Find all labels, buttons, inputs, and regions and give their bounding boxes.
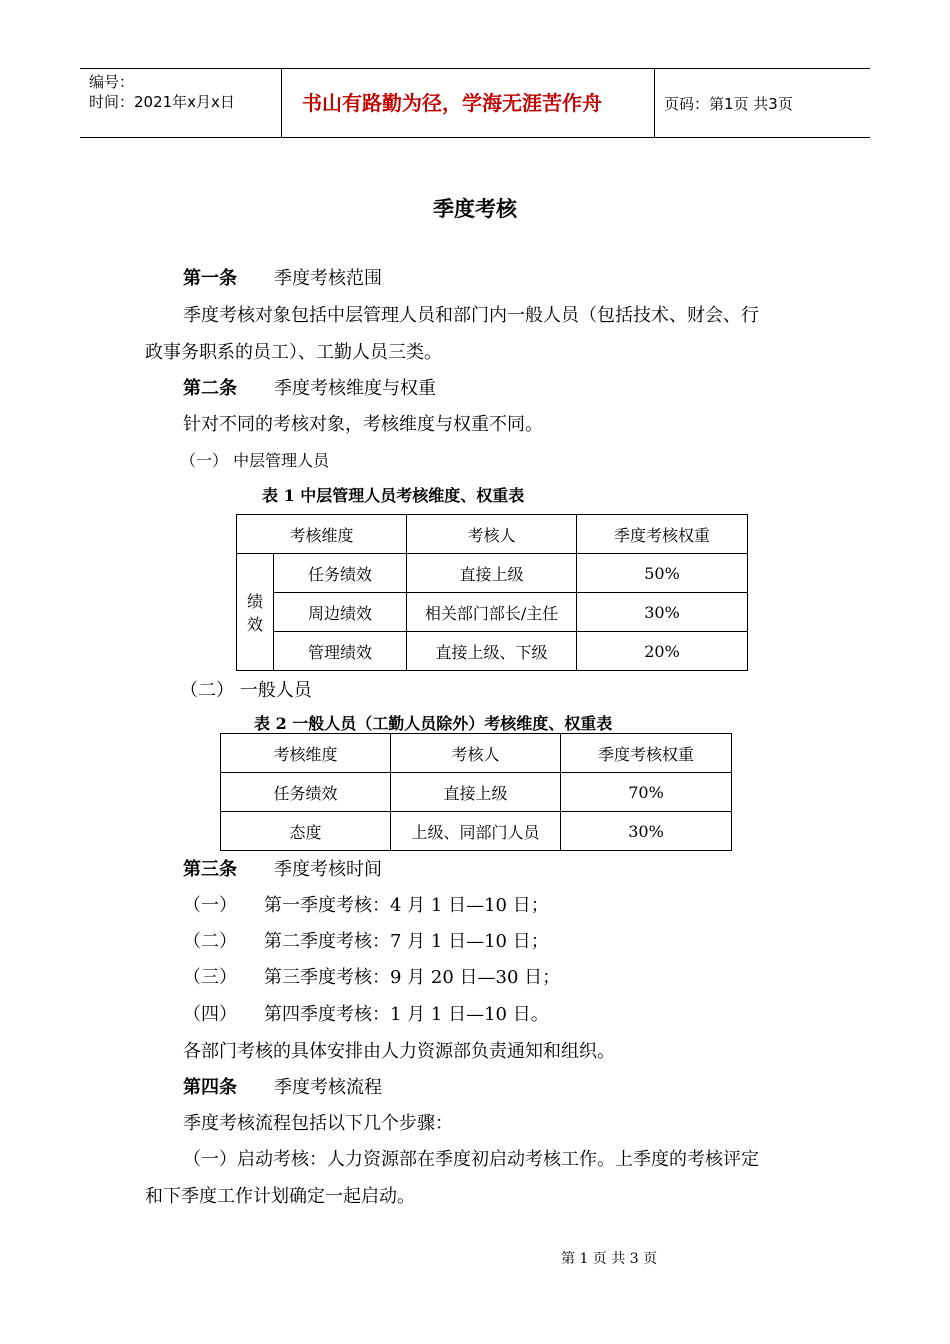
subsection-general-staff: （二） 一般人员 [180,680,312,701]
article-2-title: 季度考核维度与权重 [274,378,436,399]
column-header: 季度考核权重 [561,734,732,773]
header-divider [654,69,655,137]
table-header-row [221,734,732,773]
group-label-cell [237,554,274,671]
table-cell: 直接上级 [391,773,561,812]
schedule-item-number: （一） [183,895,237,916]
article-4-paragraph: 季度考核流程包括以下几个步骤： [183,1113,453,1134]
header-slogan: 书山有路勤为径，学海无涯苦作舟 [302,91,602,115]
article-4-label: 第四条 [183,1077,237,1098]
column-header: 考核人 [407,515,577,554]
article-1-label: 第一条 [183,268,237,289]
table-row [221,773,732,812]
table-cell: 任务绩效 [274,554,407,593]
table-cell: 态度 [221,812,391,851]
subsection-middle-managers: （一） 中层管理人员 [180,451,330,470]
schedule-item-text: 第三季度考核：9 月 20 日—30 日； [264,967,561,988]
table-row [237,593,748,632]
document-title: 季度考核 [433,196,517,221]
group-label-char: 效 [246,615,263,634]
article-3-label: 第三条 [183,859,237,880]
table-row [237,554,748,593]
page-footer: 第 1 页 共 3 页 [561,1251,658,1267]
article-2-label: 第二条 [183,378,237,399]
schedule-item-number: （二） [183,931,237,952]
article-2-paragraph: 针对不同的考核对象，考核维度与权重不同。 [183,414,543,435]
table-cell: 周边绩效 [274,593,407,632]
table-row [237,632,748,671]
table-cell: 直接上级、下级 [407,632,577,671]
table-cell: 上级、同部门人员 [391,812,561,851]
schedule-item-text: 第一季度考核：4 月 1 日—10 日； [264,895,549,916]
article-4-title: 季度考核流程 [274,1077,382,1098]
schedule-item-number: （三） [183,967,237,988]
column-header: 考核维度 [237,515,407,554]
doc-time-label: 时间：2021年x月x日 [89,93,235,111]
table-cell: 20% [577,632,748,671]
table-1 [236,514,748,671]
doc-number-label: 编号： [89,73,135,91]
header-divider [281,69,282,137]
table-1-caption: 表 1 中层管理人员考核维度、权重表 [262,486,525,505]
article-3-note: 各部门考核的具体安排由人力资源部负责通知和组织。 [183,1041,615,1062]
table-cell: 30% [561,812,732,851]
article-4-step-1-cont: 和下季度工作计划确定一起启动。 [145,1186,415,1207]
article-1-title: 季度考核范围 [274,268,382,289]
table-2 [220,733,732,851]
table-cell: 直接上级 [407,554,577,593]
table-row [221,812,732,851]
article-3-title: 季度考核时间 [274,859,382,880]
column-header: 季度考核权重 [577,515,748,554]
article-1-paragraph: 季度考核对象包括中层管理人员和部门内一般人员（包括技术、财会、行 [183,305,759,326]
article-1-paragraph-cont: 政事务职系的员工）、工勤人员三类。 [145,342,442,363]
table-2-caption: 表 2 一般人员（工勤人员除外）考核维度、权重表 [254,714,613,733]
schedule-item-text: 第四季度考核：1 月 1 日—10 日。 [264,1004,549,1025]
table-cell: 50% [577,554,748,593]
schedule-item-number: （四） [183,1004,237,1025]
group-label-char: 绩 [246,592,263,611]
schedule-item-text: 第二季度考核：7 月 1 日—10 日； [264,931,549,952]
column-header: 考核人 [391,734,561,773]
column-header: 考核维度 [221,734,391,773]
table-header-row [237,515,748,554]
page-header [80,68,870,138]
header-page-info: 页码：第1页 共3页 [664,95,793,113]
table-cell: 任务绩效 [221,773,391,812]
table-cell: 相关部门部长/主任 [407,593,577,632]
table-cell: 30% [577,593,748,632]
table-cell: 70% [561,773,732,812]
article-4-step-1: （一）启动考核：人力资源部在季度初启动考核工作。上季度的考核评定 [183,1149,759,1170]
table-cell: 管理绩效 [274,632,407,671]
